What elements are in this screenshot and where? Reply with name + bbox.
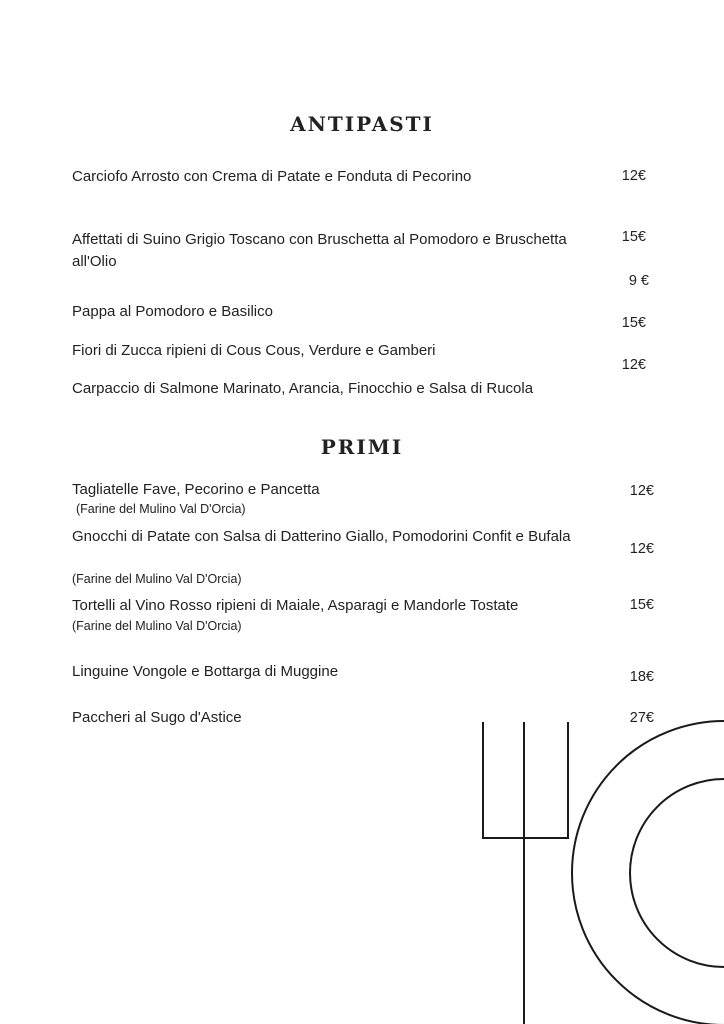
menu-item-price: 15€ (621, 229, 646, 245)
menu-item-name: Tagliatelle Fave, Pecorino e Pancetta (72, 481, 320, 498)
menu-item-price: 12€ (629, 483, 654, 499)
menu-item-price: 15€ (629, 597, 654, 613)
plate-icon (572, 721, 724, 1024)
menu-item-name: Carpaccio di Salmone Marinato, Arancia, Finocchio e Salsa di Rucola (72, 380, 534, 397)
menu-item-note: (Farine del Mulino Val D'Orcia) (72, 619, 242, 633)
menu-item-price: 12€ (621, 357, 646, 373)
menu-item-name: Pappa al Pomodoro e Basilico (72, 303, 273, 320)
menu-item-price: 9 € (628, 273, 649, 289)
section-title-primi: PRIMI (320, 435, 404, 459)
menu-item-name: Carciofo Arrosto con Crema di Patate e Fonduta di Pecorino (72, 168, 472, 185)
menu-item-price: 18€ (629, 669, 654, 685)
menu-item-note: (Farine del Mulino Val D'Orcia) (72, 572, 242, 586)
menu-item-name: Paccheri al Sugo d'Astice (72, 709, 242, 726)
menu-item-price: 12€ (621, 168, 646, 184)
menu-item-note: (Farine del Mulino Val D'Orcia) (76, 502, 246, 516)
menu-item-price: 12€ (629, 541, 654, 557)
menu-item-name: Fiori di Zucca ripieni di Cous Cous, Verdure e Gamberi (72, 342, 436, 359)
menu-item-name: Gnocchi di Patate con Salsa di Datterino Giallo, Pomodorini Confit e Bufala (72, 528, 571, 545)
menu-item-name: Linguine Vongole e Bottarga di Muggine (72, 663, 339, 680)
fork-icon (482, 722, 569, 1024)
menu-item-name: Tortelli al Vino Rosso ripieni di Maiale, Asparagi e Mandorle Tostate (72, 597, 519, 614)
menu-item-price: 27€ (629, 710, 654, 726)
menu-item-name: Affettati di Suino Grigio Toscano con Bruschetta al Pomodoro e Bruschetta all'Olio (72, 231, 567, 270)
section-title-antipasti: ANTIPASTI (290, 112, 434, 136)
menu-item-price: 15€ (621, 315, 646, 331)
